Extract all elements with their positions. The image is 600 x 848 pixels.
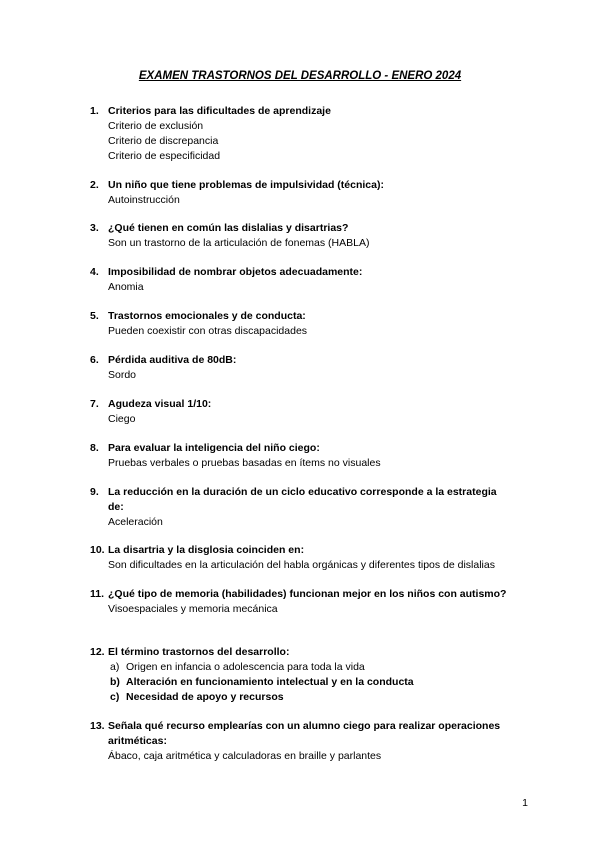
question-5: [90, 309, 510, 339]
question-11: [90, 587, 510, 617]
answer-line: Ábaco, caja aritmética y calculadoras en braille y parlantes: [108, 750, 382, 762]
question-text: ¿Qué tipo de memoria (habilidades) funcionan mejor en los niños con autismo?: [108, 588, 507, 600]
option-letter: b): [110, 676, 120, 688]
question-number: 8.: [90, 442, 99, 454]
question-text: Imposibilidad de nombrar objetos adecuadamente:: [108, 266, 363, 278]
answer-line: Sordo: [108, 369, 137, 381]
question-9: [90, 485, 510, 530]
question-number: 6.: [90, 354, 99, 366]
question-number: 10.: [90, 544, 105, 556]
question-4: [90, 265, 510, 295]
question-text: Un niño que tiene problemas de impulsividad (técnica):: [108, 179, 384, 191]
question-text: La disartria y la disglosia coinciden en:: [108, 544, 305, 556]
answer-line: Aceleración: [108, 516, 163, 528]
answer-line: Pruebas verbales o pruebas basadas en ítems no visuales: [108, 457, 381, 469]
answer-line: Pueden coexistir con otras discapacidades: [108, 325, 308, 337]
question-number: 7.: [90, 398, 99, 410]
question-12: [90, 645, 510, 705]
option-text: Origen en infancia o adolescencia para toda la vida: [126, 661, 365, 673]
answer-line: Anomia: [108, 281, 144, 293]
question-3: [90, 221, 510, 251]
answer-line: Criterio de discrepancia: [108, 135, 219, 147]
question-number: 5.: [90, 310, 99, 322]
option-a: [108, 660, 510, 675]
question-text: La reducción en la duración de un ciclo educativo corresponde a la estrategia de:: [108, 486, 497, 513]
question-text: Agudeza visual 1/10:: [108, 398, 212, 410]
page-number: 1: [522, 797, 528, 809]
option-c: [108, 690, 510, 705]
question-text: Trastornos emocionales y de conducta:: [108, 310, 306, 322]
question-text: ¿Qué tienen en común las dislalias y disartrias?: [108, 222, 349, 234]
option-text: Necesidad de apoyo y recursos: [126, 691, 284, 703]
option-text: Alteración en funcionamiento intelectual y en la conducta: [126, 676, 414, 688]
question-number: 3.: [90, 222, 99, 234]
question-10: [90, 543, 510, 573]
option-letter: c): [110, 691, 120, 703]
question-number: 12.: [90, 646, 105, 658]
document-title: EXAMEN TRASTORNOS DEL DESARROLLO - ENERO 2024: [138, 70, 462, 82]
question-13: [90, 719, 510, 764]
option-b: [108, 675, 510, 690]
question-number: 2.: [90, 179, 99, 191]
question-2: [90, 178, 510, 208]
question-6: [90, 353, 510, 383]
answer-line: Son un trastorno de la articulación de fonemas (HABLA): [108, 237, 370, 249]
question-number: 1.: [90, 105, 99, 117]
answer-line: Criterio de exclusión: [108, 120, 204, 132]
answer-line: Visoespaciales y memoria mecánica: [108, 603, 278, 615]
question-text: El término trastornos del desarrollo:: [108, 646, 290, 658]
question-1: [90, 104, 510, 164]
question-text: Criterios para las dificultades de aprendizaje: [108, 105, 331, 117]
question-text: Señala qué recurso emplearías con un alumno ciego para realizar operaciones aritméticas:: [108, 720, 501, 747]
question-number: 4.: [90, 266, 99, 278]
question-text: Para evaluar la inteligencia del niño ciego:: [108, 442, 320, 454]
answer-line: Son dificultades en la articulación del habla orgánicas y diferentes tipos de dislalias: [108, 559, 495, 571]
answer-line: Criterio de especificidad: [108, 150, 221, 162]
question-number: 9.: [90, 486, 99, 498]
question-number: 11.: [90, 588, 105, 600]
question-8: [90, 441, 510, 471]
question-7: [90, 397, 510, 427]
question-text: Pérdida auditiva de 80dB:: [108, 354, 237, 366]
option-letter: a): [110, 661, 120, 673]
answer-line: Autoinstrucción: [108, 194, 180, 206]
question-number: 13.: [90, 720, 105, 732]
answer-line: Ciego: [108, 413, 136, 425]
